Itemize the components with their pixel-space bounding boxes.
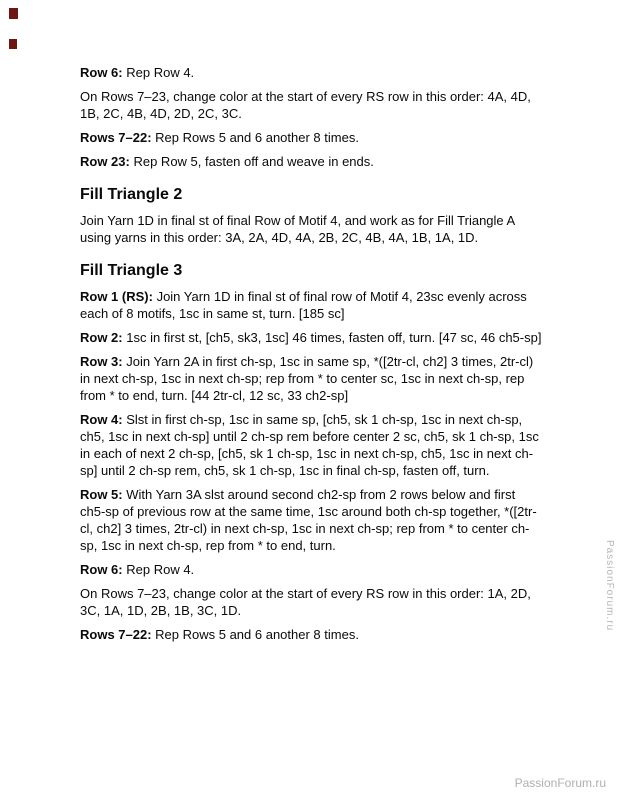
row-label: Row 1 (RS): bbox=[80, 289, 157, 304]
pattern-paragraph: Row 6: Rep Row 4. bbox=[80, 562, 195, 577]
pattern-paragraph: Row 3: Join Yarn 2A in first ch-sp, 1sc in same sp, *([2tr-cl, ch2] 3 times, 2tr-cl) in next ch-sp, 1sc in next ch-sp; rep from * to center sc, 1sc in next ch-sp, rep from * to end, turn. [44 2tr-cl, 12 sc, 33 ch2-sp] bbox=[80, 354, 534, 403]
scan-artifact bbox=[9, 8, 18, 19]
pattern-paragraph: Rows 7–22: Rep Rows 5 and 6 another 8 times. bbox=[80, 627, 359, 642]
row-label: Row 23: bbox=[80, 154, 134, 169]
row-label: Row 6: bbox=[80, 65, 127, 80]
pattern-paragraph: Row 4: Slst in first ch-sp, 1sc in same sp, [ch5, sk 1 ch-sp, 1sc in next ch-sp, ch5, 1sc in next ch-sp] until 2 ch-sp rem before center 2 sc, ch5, sk 1 ch-sp, 1sc in each of next 2 ch-sp, [ch5, sk 1 ch-sp, 1sc in next ch-sp, ch5, 1sc in next ch-sp] until 2 ch-sp rem, ch5, sk 1 ch-sp, 1sc in final ch-sp, fasten off, turn. bbox=[80, 412, 539, 478]
row-label: Rows 7–22: bbox=[80, 627, 156, 642]
row-label: Row 4: bbox=[80, 412, 127, 427]
pattern-paragraph: Row 6: Rep Row 4. bbox=[80, 65, 195, 80]
row-label: Row 3: bbox=[80, 354, 127, 369]
section-heading: Fill Triangle 3 bbox=[80, 262, 183, 279]
scan-artifact bbox=[9, 39, 17, 49]
row-label: Rows 7–22: bbox=[80, 130, 156, 145]
pattern-paragraph: On Rows 7–23, change color at the start of every RS row in this order: 4A, 4D, 1B, 2C, 4B, 4D, 2D, 2C, 3C. bbox=[80, 89, 531, 121]
pattern-paragraph: Row 2: 1sc in first st, [ch5, sk3, 1sc] 46 times, fasten off, turn. [47 sc, 46 ch5-sp] bbox=[80, 330, 542, 345]
pattern-paragraph: Row 5: With Yarn 3A slst around second ch2-sp from 2 rows below and first ch5-sp of previous row at the same time, 1sc around both ch-sp together, *([2tr-cl, ch2] 3 times, 2tr-cl) in next ch-sp, 1sc in next ch-sp; rep from * to center ch-sp, 1sc in next ch-sp, rep from * to end, turn. bbox=[80, 487, 537, 553]
pattern-paragraph: Row 23: Rep Row 5, fasten off and weave in ends. bbox=[80, 154, 374, 169]
section-heading: Fill Triangle 2 bbox=[80, 186, 183, 203]
pattern-paragraph: Join Yarn 1D in final st of final Row of Motif 4, and work as for Fill Triangle A using yarns in this order: 3A, 2A, 4D, 4A, 2B, 2C, 4B, 4A, 1B, 1A, 1D. bbox=[80, 213, 515, 245]
row-label: Row 5: bbox=[80, 487, 127, 502]
row-label: Row 6: bbox=[80, 562, 127, 577]
pattern-paragraph: Row 1 (RS): Join Yarn 1D in final st of final row of Motif 4, 23sc evenly across each of 8 motifs, 1sc in same st, turn. [185 sc] bbox=[80, 289, 527, 321]
pattern-paragraph: On Rows 7–23, change color at the start of every RS row in this order: 1A, 2D, 3C, 1A, 1D, 2B, 1B, 3C, 1D. bbox=[80, 586, 531, 618]
watermark-bottom: PassionForum.ru bbox=[514, 776, 606, 790]
watermark-side: PassionForum.ru bbox=[604, 540, 615, 632]
document-body bbox=[80, 64, 542, 650]
row-label: Row 2: bbox=[80, 330, 127, 345]
pattern-paragraph: Rows 7–22: Rep Rows 5 and 6 another 8 times. bbox=[80, 130, 359, 145]
